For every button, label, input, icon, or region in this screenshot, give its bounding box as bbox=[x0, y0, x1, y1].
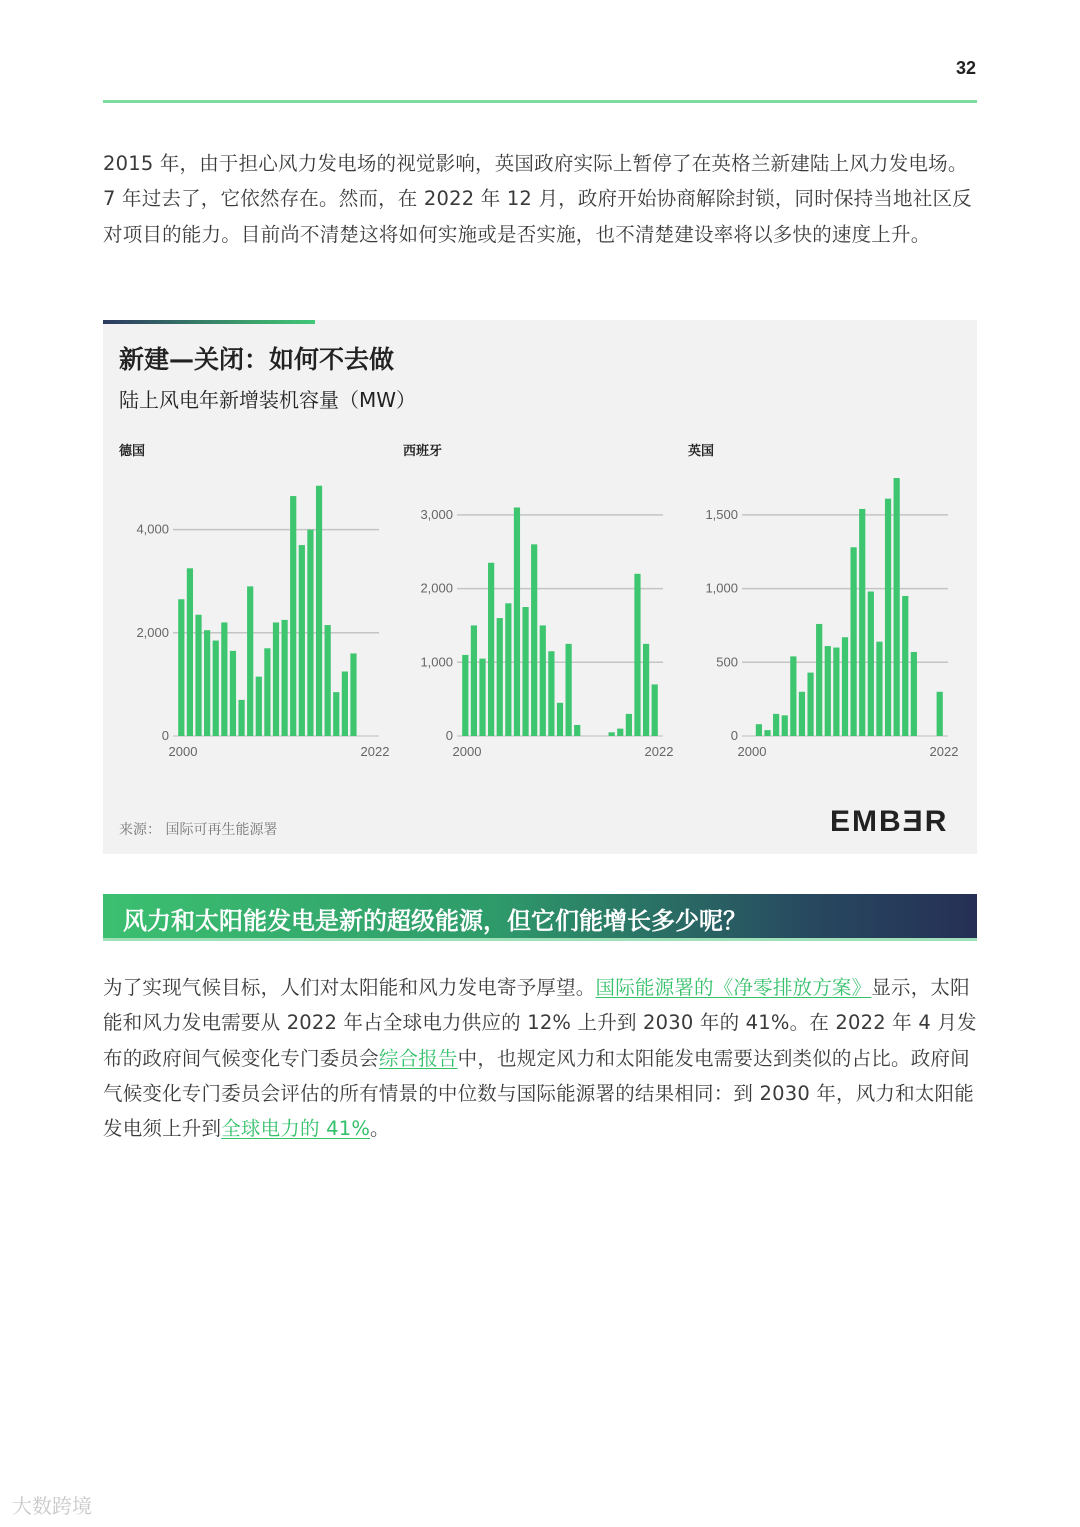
bar bbox=[299, 545, 305, 736]
bar bbox=[325, 625, 331, 736]
x-tick-label: 2022 bbox=[929, 744, 959, 759]
ember-logo bbox=[830, 805, 948, 839]
logo-text-end: R bbox=[924, 805, 949, 838]
bar bbox=[842, 637, 848, 736]
bar bbox=[609, 732, 615, 736]
bar bbox=[462, 655, 468, 736]
bar bbox=[885, 499, 891, 736]
panel-title: 西班牙 bbox=[403, 444, 443, 459]
bar bbox=[894, 478, 900, 736]
bar bbox=[471, 625, 477, 736]
bar bbox=[247, 586, 253, 736]
bar bbox=[479, 659, 485, 736]
chart-subtitle: 陆上风电年新增装机容量（MW） bbox=[119, 388, 417, 412]
bar bbox=[195, 615, 201, 736]
bar bbox=[282, 620, 288, 736]
bar bbox=[807, 673, 813, 736]
y-tick-label: 0 bbox=[161, 728, 169, 743]
bar bbox=[643, 644, 649, 736]
body-text-part: 显示，太阳能和风力发电需要从 2022 年占全球电力供应的 12% 上升到 2030 年的 41%。在 2022 年 4 月发布的政府间气候变化专门委员会 bbox=[103, 976, 977, 1070]
header-divider bbox=[103, 100, 977, 103]
bar bbox=[756, 724, 762, 736]
bar bbox=[652, 684, 658, 736]
bar bbox=[902, 596, 908, 736]
x-tick-label: 2000 bbox=[452, 744, 482, 759]
bar-chart-spain bbox=[401, 438, 681, 768]
bar bbox=[514, 507, 520, 736]
chart-accent-bar bbox=[103, 320, 315, 324]
bar-chart-germany bbox=[117, 438, 397, 768]
bar bbox=[876, 642, 882, 736]
bar-chart-uk bbox=[686, 438, 966, 768]
chart-panel-germany bbox=[117, 438, 397, 768]
bar bbox=[548, 651, 554, 736]
bar bbox=[333, 692, 339, 736]
watermark: 大数跨境 bbox=[12, 1494, 92, 1518]
bar bbox=[799, 692, 805, 736]
bar bbox=[566, 644, 572, 736]
bar bbox=[488, 563, 494, 736]
global-electricity-41-link[interactable]: 全球电力的 41% bbox=[221, 1117, 371, 1141]
y-tick-label: 500 bbox=[716, 654, 738, 670]
bar bbox=[764, 730, 770, 736]
bar bbox=[350, 653, 356, 736]
bar bbox=[497, 618, 503, 736]
bar bbox=[540, 625, 546, 736]
bar bbox=[230, 651, 236, 736]
bar bbox=[522, 607, 528, 736]
bar bbox=[825, 646, 831, 736]
bar bbox=[634, 574, 640, 736]
body-text-part: 。 bbox=[370, 1117, 390, 1141]
bar bbox=[557, 703, 563, 736]
logo-text: EMB bbox=[830, 805, 903, 838]
body-paragraph bbox=[103, 970, 977, 1146]
bar bbox=[851, 547, 857, 736]
body-text-part: 为了实现气候目标，人们对太阳能和风力发电寄予厚望。 bbox=[103, 976, 596, 999]
y-tick-label: 2,000 bbox=[136, 624, 169, 640]
bar bbox=[773, 714, 779, 736]
body-text bbox=[103, 970, 977, 1146]
bar bbox=[574, 725, 580, 736]
chart-panel-spain bbox=[401, 438, 681, 768]
x-tick-label: 2000 bbox=[168, 744, 198, 759]
bar bbox=[626, 714, 632, 736]
y-tick-label: 3,000 bbox=[420, 506, 453, 522]
y-tick-label: 1,000 bbox=[420, 654, 453, 670]
bar bbox=[273, 622, 279, 736]
intro-text: 2015 年，由于担心风力发电场的视觉影响，英国政府实际上暂停了在英格兰新建陆上风力发电场。7 年过去了，它依然存在。然而，在 2022 年 12 月，政府开始协商解除封锁，同时保持当地社区反对项目的能力。目前尚不清楚这将如何实施或是否实施，也不清楚建设率将以多快的速度上升。 bbox=[103, 152, 972, 246]
chart-source: 来源： 国际可再生能源署 bbox=[119, 822, 278, 838]
bar bbox=[782, 715, 788, 736]
bar bbox=[307, 530, 313, 736]
y-tick-label: 0 bbox=[730, 728, 738, 743]
panel-title: 英国 bbox=[688, 444, 715, 459]
bar bbox=[204, 630, 210, 736]
intro-paragraph bbox=[103, 146, 977, 252]
logo-mirrored-e: Ǝ bbox=[902, 805, 925, 838]
section-heading-banner bbox=[103, 894, 977, 938]
y-tick-label: 1,500 bbox=[705, 506, 738, 522]
y-tick-label: 4,000 bbox=[136, 521, 169, 537]
bar bbox=[290, 496, 296, 736]
bar bbox=[859, 509, 865, 736]
bar bbox=[238, 700, 244, 736]
chart-panel-uk bbox=[686, 438, 966, 768]
page-number: 32 bbox=[955, 58, 976, 78]
chart-title: 新建—关闭：如何不去做 bbox=[119, 345, 395, 374]
bar bbox=[531, 544, 537, 736]
iea-net-zero-link[interactable]: 国际能源署的《净零排放方案》 bbox=[595, 976, 872, 999]
bar bbox=[316, 486, 322, 736]
bar bbox=[868, 592, 874, 736]
y-tick-label: 0 bbox=[445, 728, 453, 743]
panel-title: 德国 bbox=[119, 444, 146, 459]
bar bbox=[178, 599, 184, 736]
bar bbox=[342, 672, 348, 737]
bar bbox=[221, 622, 227, 736]
chart-figure bbox=[103, 320, 977, 854]
x-tick-label: 2022 bbox=[360, 744, 390, 759]
bar bbox=[911, 652, 917, 736]
bar bbox=[213, 641, 219, 736]
x-tick-label: 2022 bbox=[644, 744, 674, 759]
bar bbox=[264, 648, 270, 736]
y-tick-label: 2,000 bbox=[420, 580, 453, 596]
bar bbox=[937, 692, 943, 736]
y-tick-label: 1,000 bbox=[705, 580, 738, 596]
bar bbox=[505, 603, 511, 736]
bar bbox=[187, 568, 193, 736]
bar bbox=[833, 648, 839, 736]
body-text-part: 中，也规定风力和太阳能发电需要达到类似的占比。政府间气候变化专门委员会评估的所有情景的中位数与国际能源署的结果相同：到 2030 年，风力和太阳能发电须上升到 bbox=[103, 1046, 974, 1141]
bar bbox=[816, 624, 822, 736]
ipcc-synthesis-report-link[interactable]: 综合报告 bbox=[378, 1046, 458, 1070]
x-tick-label: 2000 bbox=[737, 744, 767, 759]
bar bbox=[256, 677, 262, 736]
bar bbox=[790, 656, 796, 736]
bar bbox=[617, 729, 623, 736]
section-heading: 风力和太阳能发电是新的超级能源，但它们能增长多少呢？ bbox=[123, 907, 747, 935]
